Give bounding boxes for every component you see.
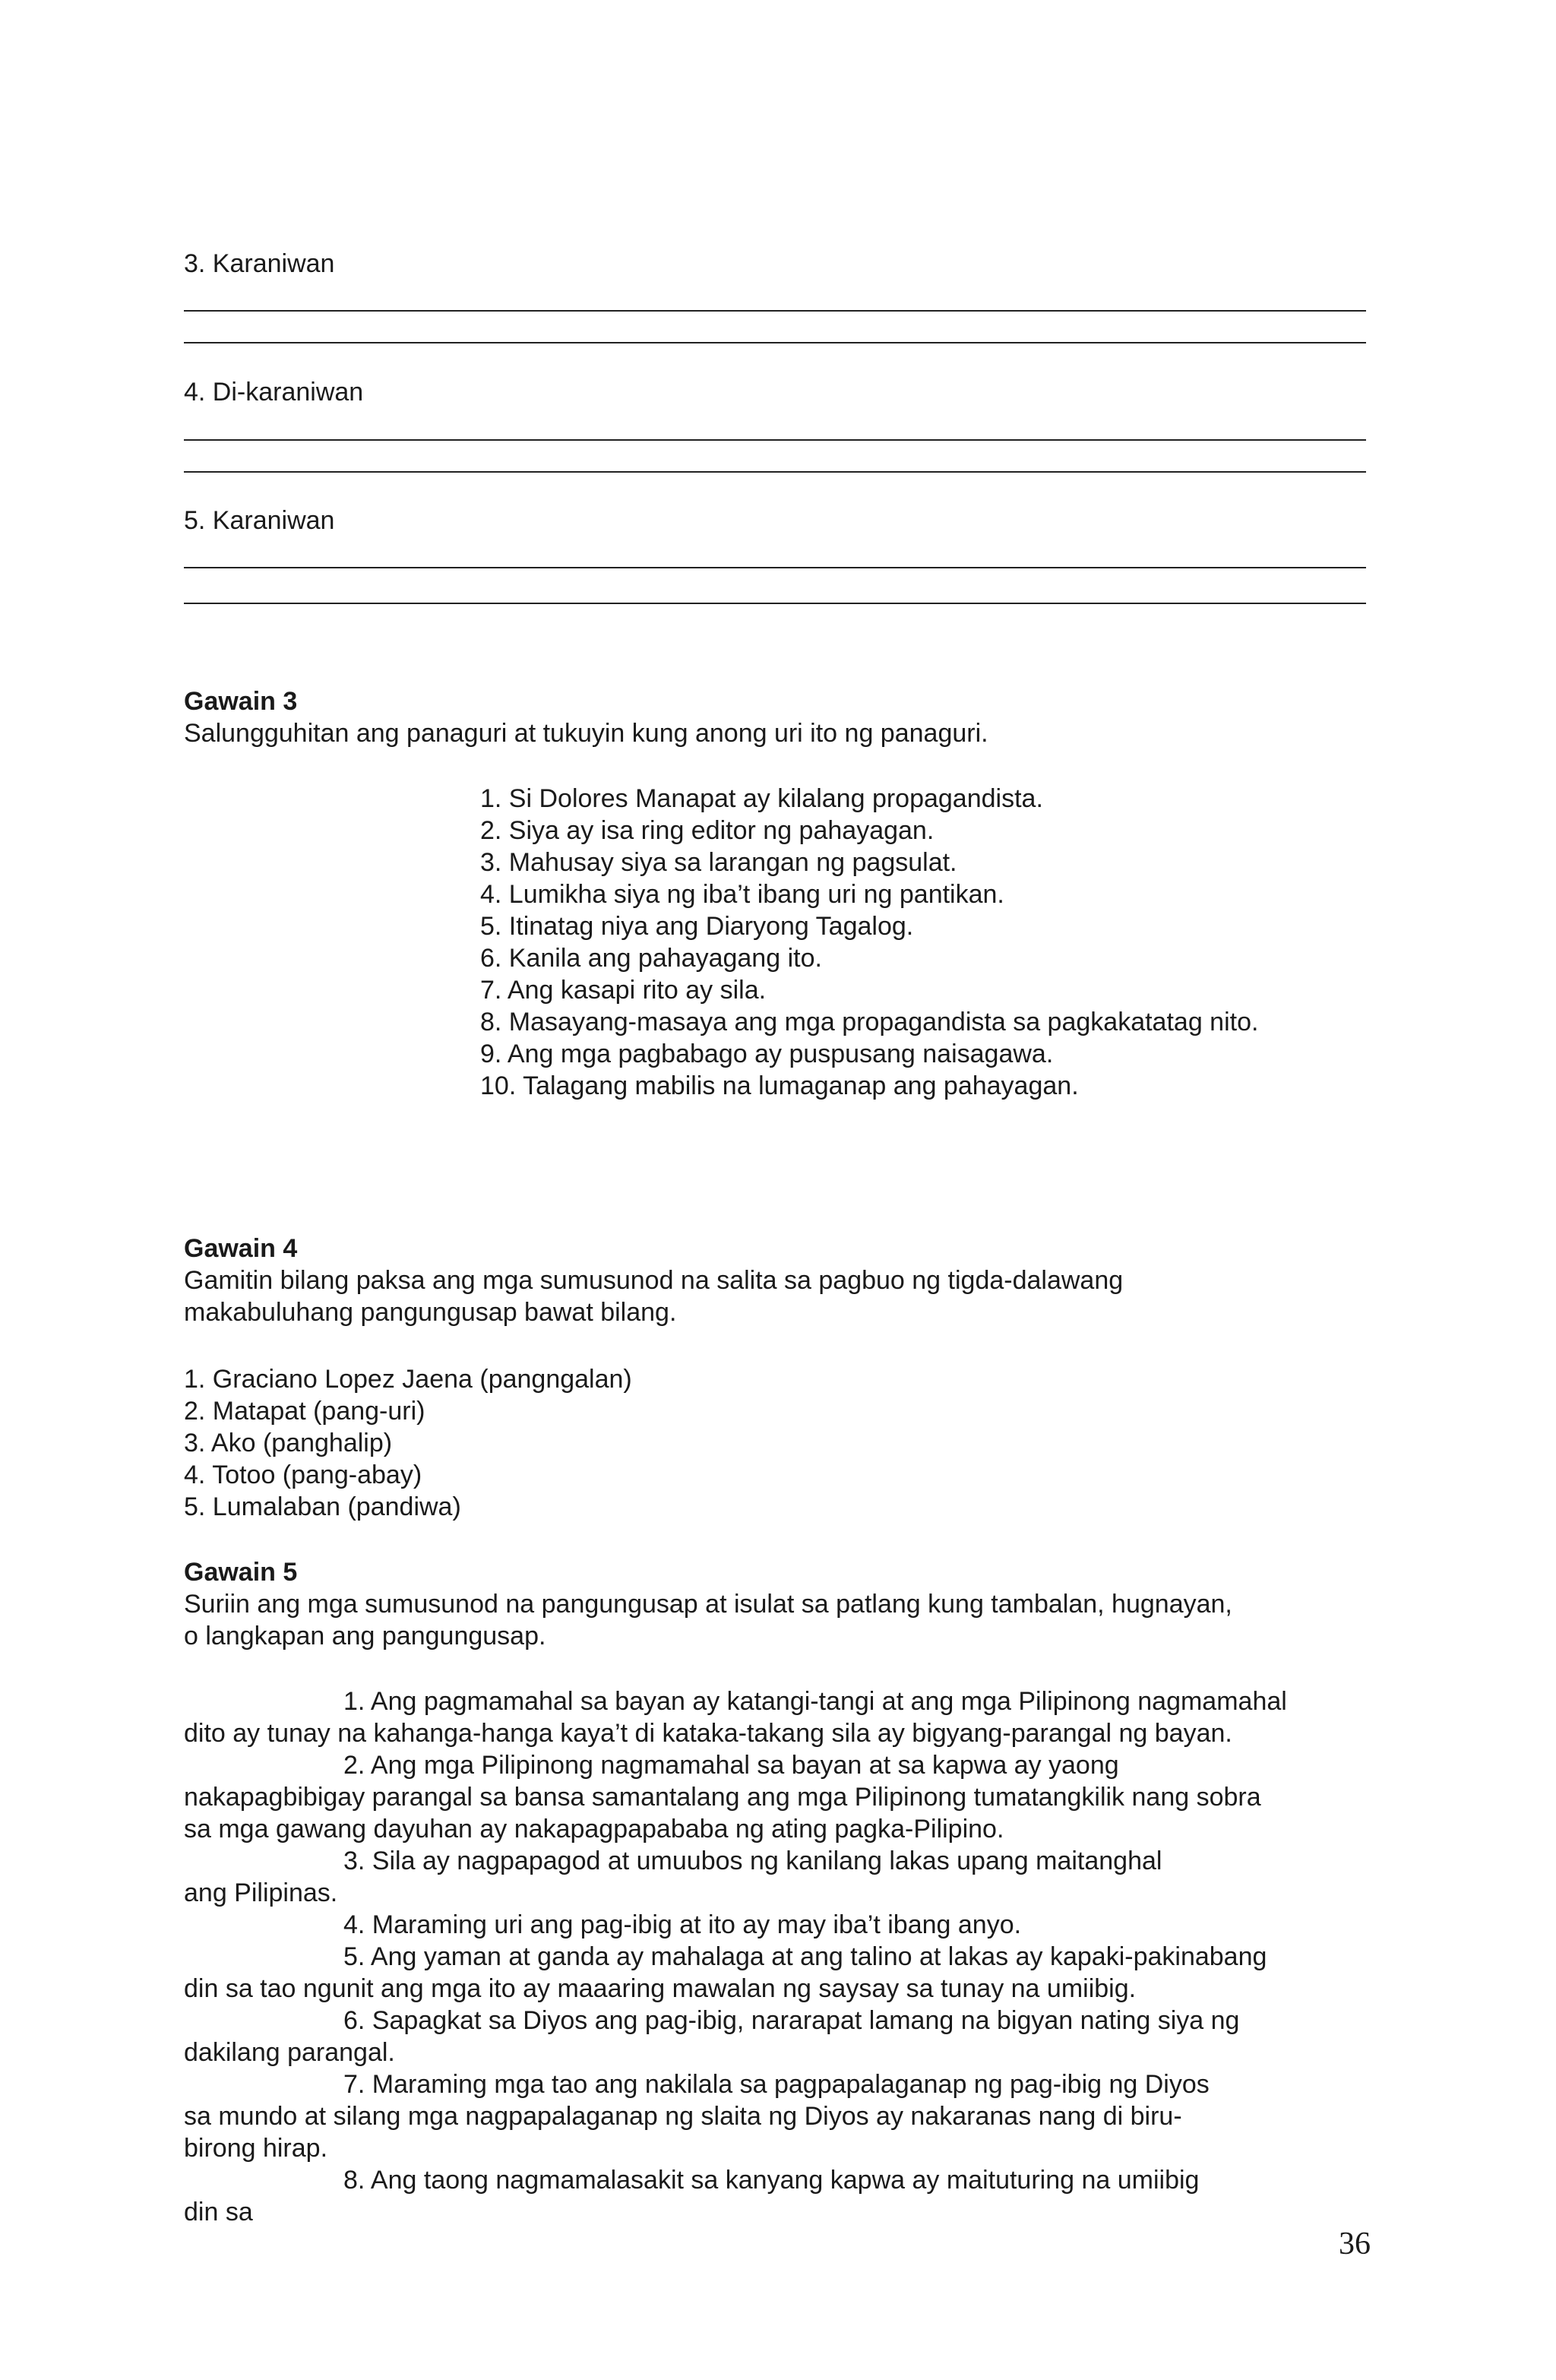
- answer-item-label: 3. Karaniwan: [184, 249, 335, 278]
- answer-item-label: 5. Karaniwan: [184, 506, 335, 535]
- gawain3-item: 7. Ang kasapi rito ay sila.: [480, 976, 767, 1005]
- gawain3-item: 8. Masayang-masaya ang mga propagandista sa pagkakatatag nito.: [480, 1008, 1259, 1037]
- gawain4-item: 5. Lumalaban (pandiwa): [184, 1492, 461, 1521]
- answer-line: [184, 603, 1366, 604]
- gawain5-item-cont: dakilang parangal.: [184, 2038, 395, 2067]
- gawain5-item-cont: sa mundo at silang mga nagpapalaganap ng slaita ng Diyos ay nakaranas nang di biru-: [184, 2102, 1182, 2131]
- gawain5-item: 1. Ang pagmamahal sa bayan ay katangi-tangi at ang mga Pilipinong nagmamahal: [343, 1687, 1287, 1716]
- answer-line: [184, 471, 1366, 473]
- page-number: 36: [1339, 2227, 1371, 2261]
- answer-item-label: 4. Di-karaniwan: [184, 378, 364, 407]
- gawain4-item: 1. Graciano Lopez Jaena (pangngalan): [184, 1365, 632, 1394]
- gawain5-item: 4. Maraming uri ang pag-ibig at ito ay may iba’t ibang anyo.: [343, 1910, 1022, 1939]
- gawain4-instruction: Gamitin bilang paksa ang mga sumusunod na salita sa pagbuo ng tigda-dalawang: [184, 1266, 1124, 1295]
- gawain4-item: 3. Ako (panghalip): [184, 1429, 393, 1457]
- gawain4-instruction: makabuluhang pangungusap bawat bilang.: [184, 1298, 677, 1327]
- gawain3-item: 4. Lumikha siya ng iba’t ibang uri ng pantikan.: [480, 880, 1004, 909]
- gawain5-item-cont: birong hirap.: [184, 2134, 328, 2163]
- gawain3-item: 2. Siya ay isa ring editor ng pahayagan.: [480, 816, 935, 845]
- gawain5-instruction: Suriin ang mga sumusunod na pangungusap at isulat sa patlang kung tambalan, hugnayan,: [184, 1590, 1232, 1619]
- gawain5-item-cont: nakapagbibigay parangal sa bansa samantalang ang mga Pilipinong tumatangkilik nang sobra: [184, 1783, 1261, 1812]
- gawain3-item: 10. Talagang mabilis na lumaganap ang pahayagan.: [480, 1071, 1079, 1100]
- gawain5-item: 7. Maraming mga tao ang nakilala sa pagpapalaganap ng pag-ibig ng Diyos: [343, 2070, 1210, 2099]
- gawain3-item: 6. Kanila ang pahayagang ito.: [480, 944, 822, 973]
- gawain5-title: Gawain 5: [184, 1558, 298, 1587]
- gawain5-instruction: o langkapan ang pangungusap.: [184, 1622, 546, 1650]
- gawain3-item: 1. Si Dolores Manapat ay kilalang propagandista.: [480, 784, 1043, 813]
- answer-line: [184, 439, 1366, 441]
- gawain3-item: 9. Ang mga pagbabago ay puspusang naisagawa.: [480, 1040, 1054, 1068]
- gawain5-item: 2. Ang mga Pilipinong nagmamahal sa bayan at sa kapwa ay yaong: [343, 1751, 1119, 1780]
- gawain5-item: 6. Sapagkat sa Diyos ang pag-ibig, nararapat lamang na bigyan nating siya ng: [343, 2006, 1240, 2035]
- gawain5-item-cont: sa mga gawang dayuhan ay nakapagpapababa ng ating pagka-Pilipino.: [184, 1815, 1004, 1844]
- gawain5-item-cont: din sa tao ngunit ang mga ito ay maaaring mawalan ng saysay sa tunay na umiibig.: [184, 1974, 1137, 2003]
- gawain4-item: 2. Matapat (pang-uri): [184, 1397, 425, 1426]
- gawain5-item-cont: ang Pilipinas.: [184, 1878, 338, 1907]
- answer-line: [184, 310, 1366, 312]
- gawain4-item: 4. Totoo (pang-abay): [184, 1461, 422, 1489]
- gawain3-title: Gawain 3: [184, 687, 298, 716]
- gawain5-item-cont: dito ay tunay na kahanga-hanga kaya’t di kataka-takang sila ay bigyang-parangal ng bayan.: [184, 1719, 1232, 1748]
- gawain5-item: 5. Ang yaman at ganda ay mahalaga at ang talino at lakas ay kapaki-pakinabang: [343, 1942, 1267, 1971]
- gawain3-instruction: Salungguhitan ang panaguri at tukuyin kung anong uri ito ng panaguri.: [184, 719, 988, 748]
- gawain5-item: 3. Sila ay nagpapagod at umuubos ng kanilang lakas upang maitanghal: [343, 1847, 1162, 1875]
- gawain5-item: 8. Ang taong nagmamalasakit sa kanyang kapwa ay maituturing na umiibig: [343, 2166, 1200, 2195]
- answer-line: [184, 567, 1366, 568]
- gawain3-item: 3. Mahusay siya sa larangan ng pagsulat.: [480, 848, 957, 877]
- answer-line: [184, 342, 1366, 343]
- gawain5-item-cont: din sa: [184, 2198, 253, 2227]
- gawain3-item: 5. Itinatag niya ang Diaryong Tagalog.: [480, 912, 914, 941]
- gawain4-title: Gawain 4: [184, 1234, 298, 1263]
